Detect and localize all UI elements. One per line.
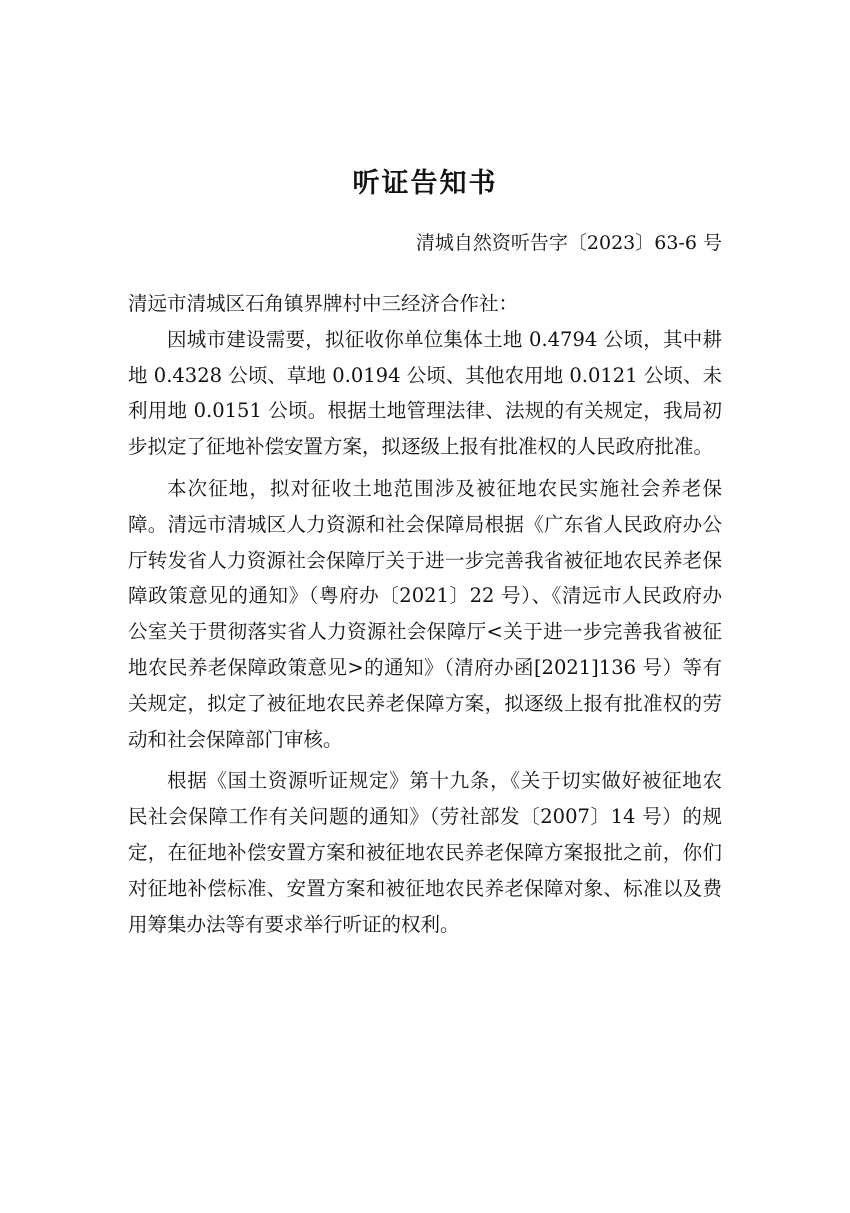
paragraph-hearing-rights: 根据《国土资源听证规定》第十九条，《关于切实做好被征地农民社会保障工作有关问题的通知》（劳社部发〔2007〕14 号）的规定，在征地补偿安置方案和被征地农民养老保障方案报批之前，你们对征地补偿标准、安置方案和被征地农民养老保障对象、标准以及费用筹集办法等有要求举行听证的权利。: [128, 769, 722, 936]
document-number: 清城自然资听告字〔2023〕63-6 号: [415, 232, 722, 254]
document-title: 听证告知书: [352, 168, 498, 199]
paragraph-land-acquisition: 因城市建设需要，拟征收你单位集体土地 0.4794 公顷，其中耕地 0.4328 公顷、草地 0.0194 公顷、其他农用地 0.0121 公顷、未利用地 0.0151 公顷。根据土地管理法律、法规的有关规定，我局初步拟定了征地补偿安置方案，拟逐级上报有批准权的人民政府批准。: [128, 327, 722, 459]
document-body: [128, 286, 722, 948]
paragraph-pension-security: 本次征地，拟对征收土地范围涉及被征地农民实施社会养老保障。清远市清城区人力资源和社会保障局根据《广东省人民政府办公厅转发省人力资源社会保障厅关于进一步完善我省被征地农民养老保障政策意见的通知》（粤府办〔2021〕22 号）、《清远市人民政府办公室关于贯彻落实省人力资源社会保障厅<关于进一步完善我省被征地农民养老保障政策意见>的通知》（清府办函[2021]136 号）等有关规定，拟定了被征地农民养老保障方案，拟逐级上报有批准权的劳动和社会保障部门审核。: [128, 476, 722, 751]
salutation: 清远市清城区石角镇界牌村中三经济合作社：: [128, 292, 519, 315]
